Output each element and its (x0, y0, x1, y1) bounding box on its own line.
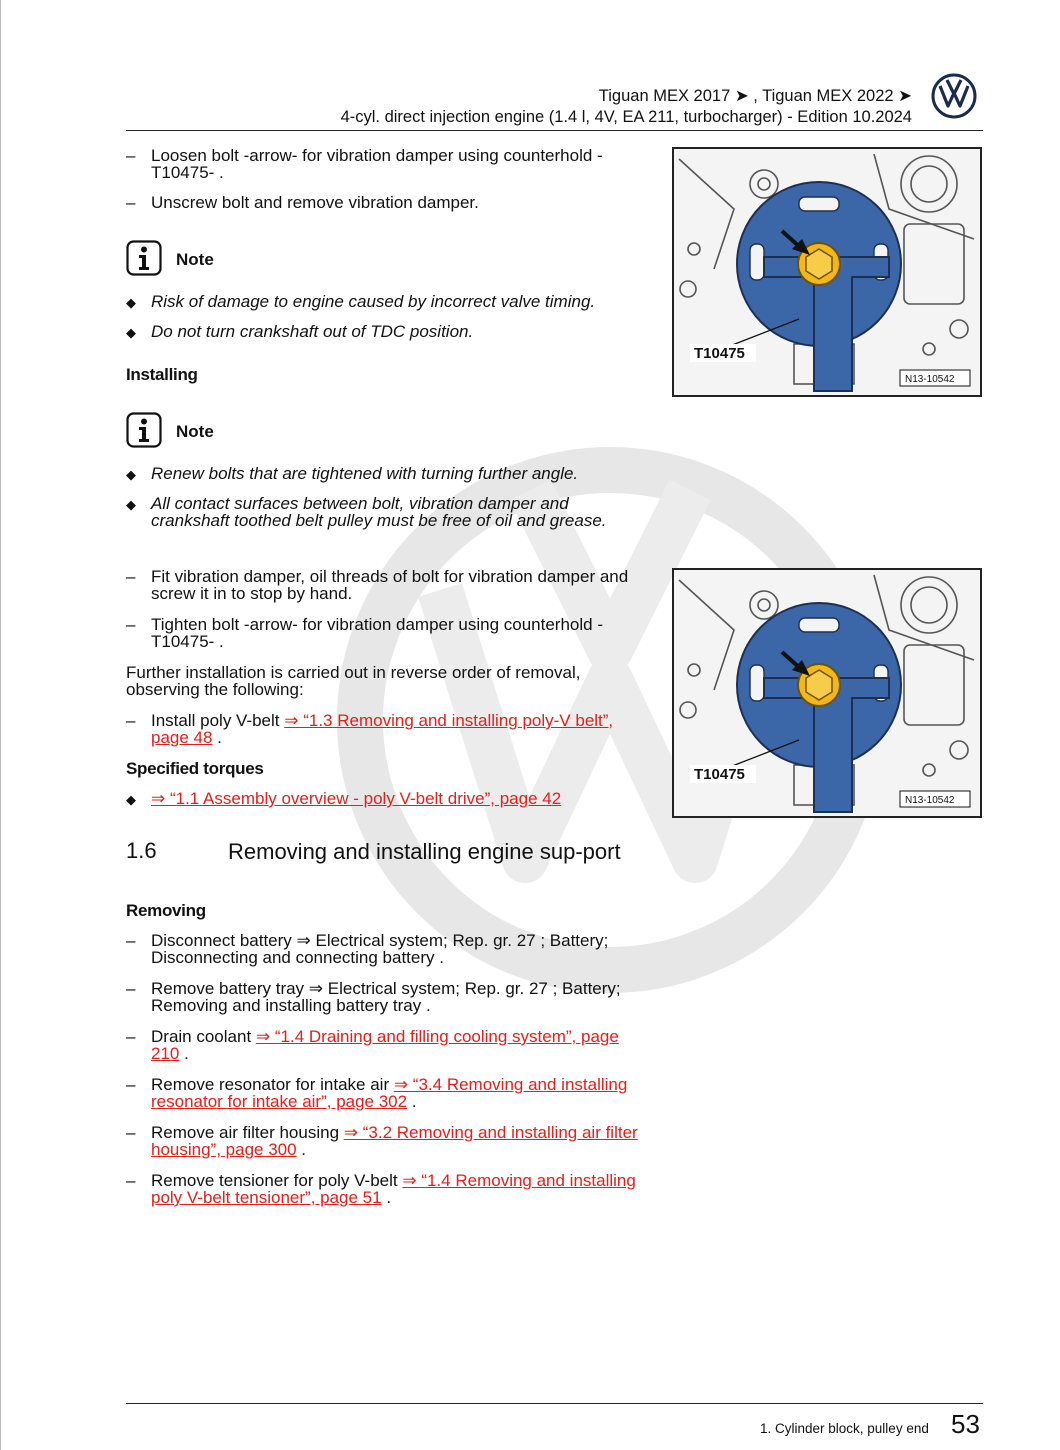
page-number: 53 (951, 1409, 980, 1439)
removing-step-link[interactable]: ⇒ “3.2 Removing and installing air filter housing”, page 300 (151, 1123, 638, 1159)
header-models: Tiguan MEX 2017 ➤ , Tiguan MEX 2022 ➤ (598, 87, 912, 105)
dash-marker: – (126, 146, 136, 165)
removing-step (151, 980, 641, 1014)
removing-step-end: . (407, 1092, 417, 1111)
torque-item (151, 790, 641, 807)
footer-rule (126, 1403, 983, 1404)
removing-step-text: Disconnect battery ⇒ Electrical system; Rep. gr. 27 ; Battery; Disconnecting and connecting battery . (151, 931, 609, 967)
info-note-icon (126, 240, 162, 276)
specified-torques-heading: Specified torques (126, 759, 264, 778)
page-edge (0, 0, 1, 1450)
dash-marker: – (126, 1027, 136, 1046)
removal-note-2: Do not turn crankshaft out of TDC position. (151, 322, 474, 341)
vw-logo-icon (931, 73, 977, 119)
figure-vibration-damper-removal (672, 147, 982, 397)
section-number: 1.6 (126, 838, 157, 863)
removing-step-end: . (296, 1140, 307, 1159)
section-title: Removing and installing engine sup-port (228, 839, 621, 864)
polybelt-text: Install poly V-belt (151, 711, 285, 730)
dash-marker: – (126, 193, 136, 212)
removing-step-end: . (179, 1044, 189, 1063)
removing-step-link[interactable]: ⇒ “1.4 Removing and installing poly V-belt tensioner”, page 51 (151, 1171, 636, 1207)
figure-1-drawing (674, 149, 980, 395)
removing-step (151, 1172, 641, 1206)
note-label: Note (176, 250, 214, 269)
removing-step-text: Remove resonator for intake air (151, 1075, 394, 1094)
dash-marker: – (126, 1075, 136, 1094)
dash-marker: – (126, 1171, 136, 1190)
header-rule (126, 130, 983, 131)
removal-note-1: Risk of damage to engine caused by incorrect valve timing. (151, 292, 596, 311)
bullet-diamond: ◆ (126, 497, 136, 512)
dash-marker: – (126, 567, 136, 586)
installing-note-2: All contact surfaces between bolt, vibration damper and crankshaft toothed belt pulley must be free of oil and grease. (151, 494, 607, 530)
dash-marker: – (126, 615, 136, 634)
dash-marker: – (126, 931, 136, 950)
removing-step (151, 932, 641, 966)
removal-step-2: Unscrew bolt and remove vibration damper. (151, 193, 479, 212)
polybelt-link[interactable]: ⇒ “1.3 Removing and installing poly-V belt”, page 48 (151, 711, 614, 747)
removal-step-1: Loosen bolt -arrow- for vibration damper using counterhold - T10475- . (151, 146, 603, 182)
removing-step-text: Remove tensioner for poly V-belt (151, 1171, 403, 1190)
dash-marker: – (126, 1123, 136, 1142)
removing-heading: Removing (126, 901, 206, 920)
bullet-diamond: ◆ (126, 325, 136, 340)
removing-step-text: Remove air filter housing (151, 1123, 344, 1142)
figure-2-tool-label: T10475 (694, 766, 745, 783)
bullet-diamond: ◆ (126, 467, 136, 482)
dash-marker: – (126, 979, 136, 998)
polybelt-step: Install poly V-belt ⇒ “1.3 Removing and installing poly-V belt”, page 48 . (151, 711, 614, 747)
figure-2-ref: N13-10542 (905, 795, 955, 806)
header-subtitle: 4-cyl. direct injection engine (1.4 l, 4V, EA 211, turbocharger) - Edition 10.2024 (340, 108, 912, 126)
installing-heading: Installing (126, 365, 198, 384)
removing-step-end: . (381, 1188, 392, 1207)
dash-marker: – (126, 711, 136, 730)
bullet-diamond: ◆ (126, 295, 136, 310)
removing-step (151, 1124, 641, 1158)
installing-step-2: Tighten bolt -arrow- for vibration damper using counterhold - T10475- . (151, 615, 603, 651)
figure-vibration-damper-installing (672, 568, 982, 818)
bullet-diamond: ◆ (126, 792, 136, 807)
installing-note-1: Renew bolts that are tightened with turning further angle. (151, 464, 579, 483)
removing-step (151, 1028, 641, 1062)
figure-1-tool-label: T10475 (694, 345, 745, 362)
note-label: Note (176, 422, 214, 441)
figure-2-drawing (674, 570, 980, 816)
further-installation-text: Further installation is carried out in reverse order of removal, observing the following: (126, 663, 581, 699)
footer-section: 1. Cylinder block, pulley end (760, 1421, 929, 1436)
figure-1-ref: N13-10542 (905, 374, 955, 385)
removing-step-text: Remove battery tray ⇒ Electrical system; Rep. gr. 27 ; Battery; Removing and installing battery tray . (151, 979, 621, 1015)
removing-step-link[interactable]: ⇒ “1.4 Draining and filling cooling system”, page 210 (151, 1027, 619, 1063)
info-note-icon (126, 412, 162, 448)
removing-step-text: Drain coolant (151, 1027, 256, 1046)
removing-step (151, 1076, 641, 1110)
torque-link[interactable]: ⇒ “1.1 Assembly overview - poly V-belt drive”, page 42 (151, 789, 562, 808)
installing-step-1: Fit vibration damper, oil threads of bolt for vibration damper and screw it in to stop by hand. (151, 567, 629, 603)
removing-step-link[interactable]: ⇒ “3.4 Removing and installing resonator for intake air”, page 302 (151, 1075, 628, 1111)
